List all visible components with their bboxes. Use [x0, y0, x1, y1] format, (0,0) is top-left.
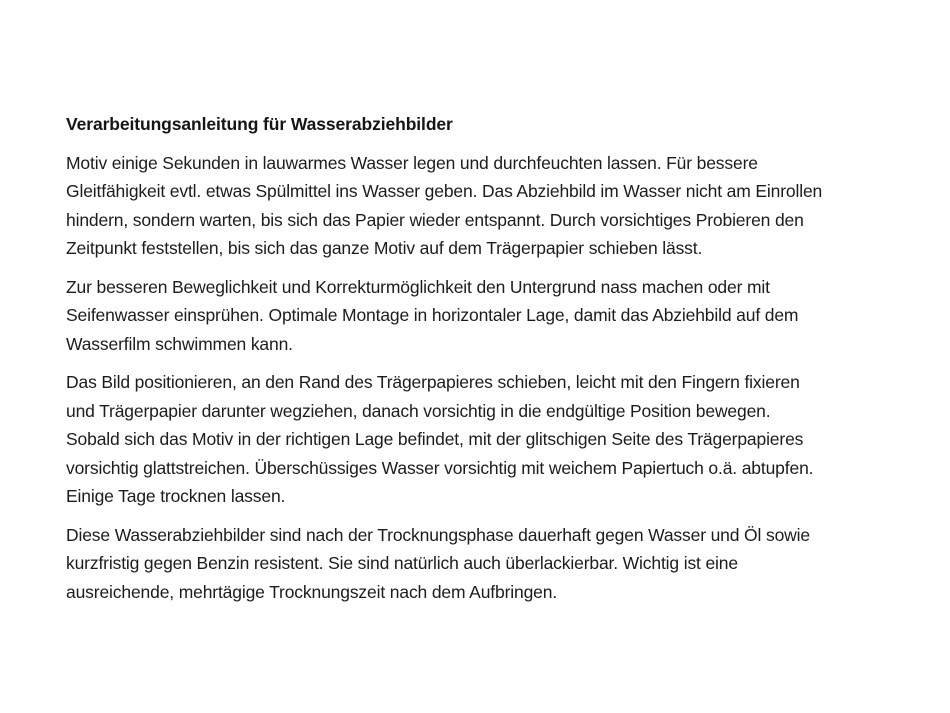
text-line: Sobald sich das Motiv in der richtigen Lage befindet, mit der glitschigen Seite des Trägerpapieres [66, 429, 804, 449]
text-line: Diese Wasserabziehbilder sind nach der Trocknungsphase dauerhaft gegen Wasser und Öl sowie [66, 524, 810, 545]
text-line: Seifenwasser einsprühen. Optimale Montage in horizontaler Lage, damit das Abziehbild auf dem [66, 305, 799, 325]
text-line: Zeitpunkt feststellen, bis sich das ganze Motiv auf dem Trägerpapier schieben lässt. [66, 238, 703, 258]
paragraph-durability [66, 521, 891, 607]
text-line: ausreichende, mehrtägige Trocknungszeit nach dem Aufbringen. [66, 581, 558, 602]
text-line: Einige Tage trocknen lassen. [66, 486, 286, 506]
document-title: Verarbeitungsanleitung für Wasserabziehbilder [66, 114, 453, 134]
paragraph-soaking [66, 149, 891, 263]
text-line: hindern, sondern warten, bis sich das Papier wieder entspannt. Durch vorsichtiges Probieren den [66, 209, 804, 230]
text-line: Das Bild positionieren, an den Rand des Trägerpapieres schieben, leicht mit den Fingern fixieren [66, 372, 800, 392]
text-line: Gleitfähigkeit evtl. etwas Spülmittel ins Wasser geben. Das Abziehbild im Wasser nicht am Einrollen [66, 181, 823, 201]
text-line: Motiv einige Sekunden in lauwarmes Wasser legen und durchfeuchten lassen. Für bessere [66, 152, 758, 173]
text-line: Zur besseren Beweglichkeit und Korrekturmöglichkeit den Untergrund nass machen oder mit [66, 276, 770, 297]
text-line: kurzfristig gegen Benzin resistent. Sie sind natürlich auch überlackierbar. Wichtig ist eine [66, 553, 738, 573]
text-line: und Trägerpapier darunter wegziehen, danach vorsichtig in die endgültige Position bewegen. [66, 400, 771, 421]
paragraph-positioning [66, 368, 891, 511]
paragraph-surface-prep [66, 273, 891, 359]
text-line: vorsichtig glattstreichen. Überschüssiges Wasser vorsichtig mit weichem Papiertuch o.ä. abtupfen. [66, 457, 814, 478]
document-content [66, 110, 891, 616]
text-line: Wasserfilm schwimmen kann. [66, 333, 293, 354]
